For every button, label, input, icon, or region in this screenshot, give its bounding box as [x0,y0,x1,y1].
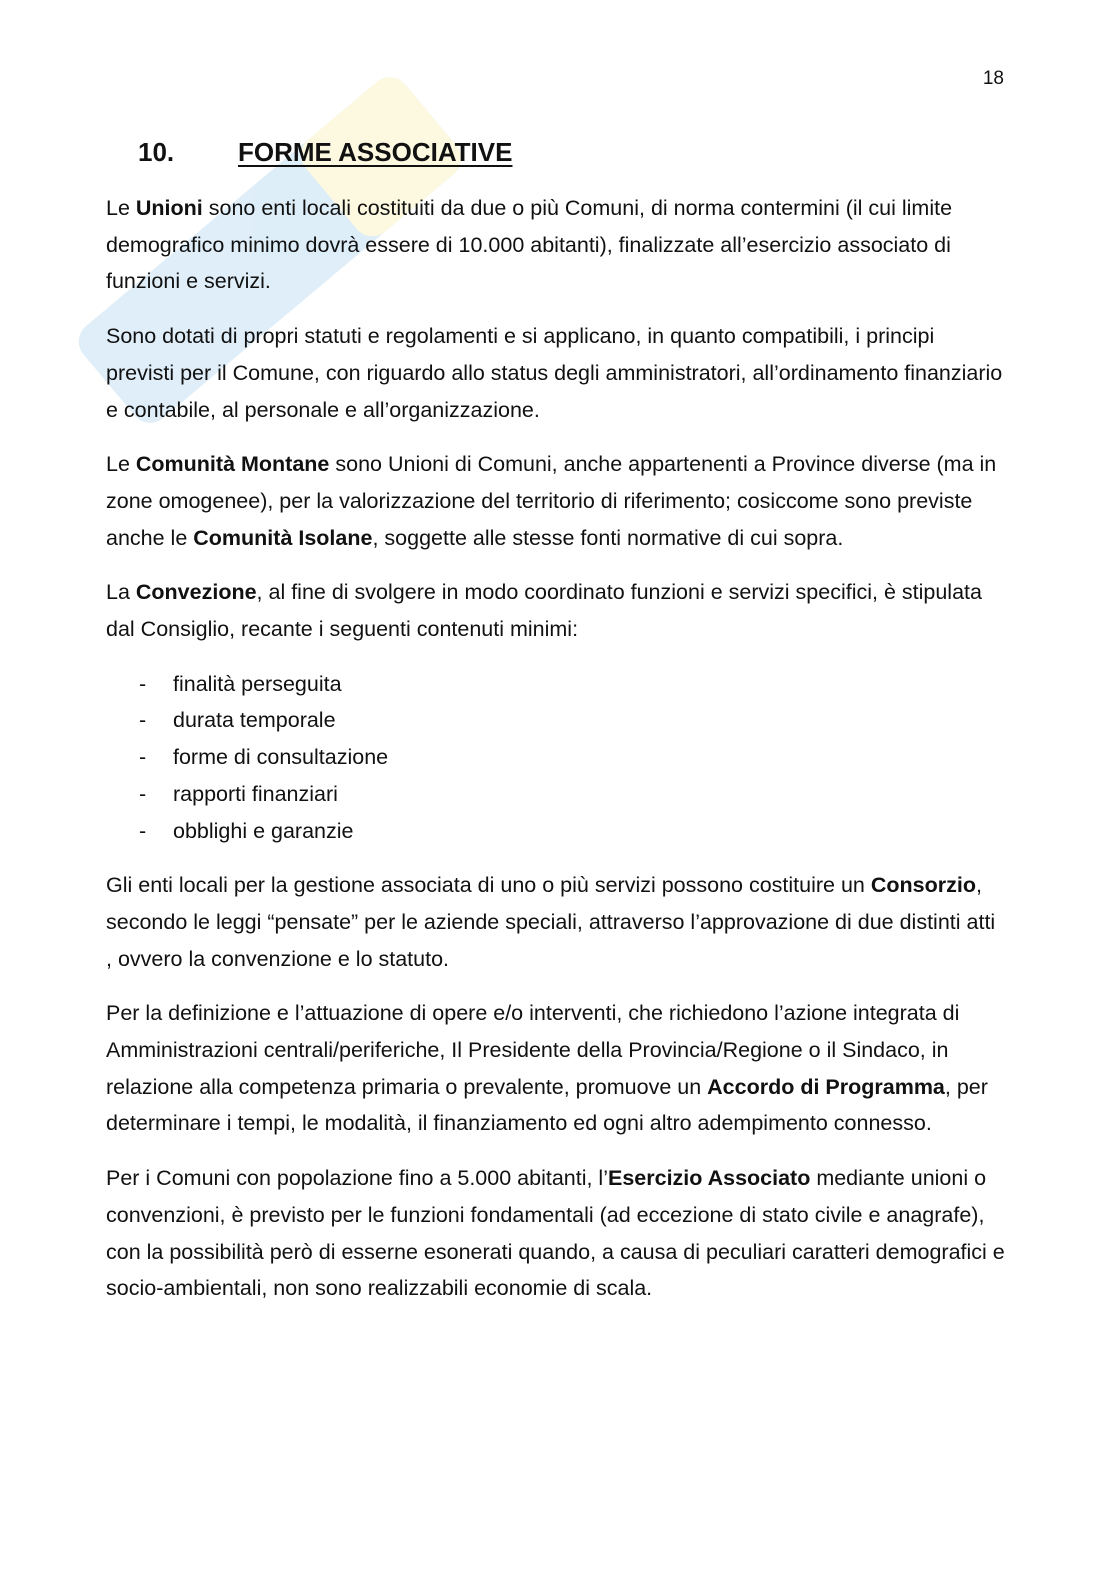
text-run: sono enti locali costituiti da due o più Comuni, di norma contermini (il cui limite demografico minimo dovrà essere di 10.000 abitanti), finalizzate all’esercizio associato di funzioni e servizi. [106,196,953,294]
dash-marker: - [139,671,147,696]
list-item-text: durata temporale [173,708,336,733]
paragraph-convezione [106,574,1006,647]
dash-marker: - [139,708,147,733]
list-item-text: finalità perseguita [173,671,342,696]
section-heading [138,135,512,169]
text-run: Le [106,196,136,220]
text-run: , al fine di svolgere in modo coordinato funzioni e servizi specifici, è stipulata dal Consiglio, recante i seguenti contenuti minimi: [106,580,982,642]
dash-marker: - [139,745,147,770]
text-run: Per i Comuni con popolazione fino a 5.000 abitanti, l’ [106,1166,608,1191]
list-item-text: rapporti finanziari [173,781,338,806]
paragraph-statuti [106,318,1006,428]
text-run: , soggette alle stesse fonti normative di cui sopra. [372,525,844,550]
body-text [106,190,1006,1325]
paragraph-accordo [106,995,1006,1142]
list-item-text: forme di consultazione [173,745,389,770]
term-convezione: Convezione [135,580,257,605]
text-run: , per determinare i tempi, le modalità, il finanziamento ed ogni altro adempimento connesso. [106,1074,988,1136]
dash-marker: - [139,818,147,843]
text-run: sono Unioni di Comuni, anche appartenenti a Province diverse (ma in zone omogenee), per la valorizzazione del territorio di riferimento; cosiccome sono previste anche le [106,452,997,550]
text-run: mediante unioni o convenzioni, è previsto per le funzioni fondamentali (ad eccezione di stato civile e anagrafe), con la possibilità però di esserne esonerati quando, a causa di peculiari caratteri demografici e socio-ambientali, non sono realizzabili economie di scala. [106,1166,1005,1301]
text-run: , secondo le leggi “pensate” per le aziende speciali, attraverso l’approvazione di due distinti atti , ovvero la convenzione e lo statuto. [106,873,996,971]
text-run: Le [106,452,136,477]
paragraph-consorzio [106,867,1006,977]
paragraph-esercizio-associato [106,1160,1006,1307]
paragraph-unioni [106,190,1006,300]
dash-marker: - [139,781,147,806]
list-item [106,813,1006,850]
list-item [106,739,1006,776]
list-item [106,666,1006,703]
text-run: La [106,580,136,605]
section-number: 10. [138,137,175,167]
page-number: 18 [982,68,1004,89]
term-comunita-montane: Comunità Montane [135,452,330,477]
list-item [106,776,1006,813]
term-unioni: Unioni [135,196,203,220]
paragraph-comunita-montane [106,446,1006,556]
text-run: Per la definizione e l’attuazione di opere e/o interventi, che richiedono l’azione integrata di Amministrazioni centrali/periferiche, Il Presidente della Provincia/Regione o il Sindaco, in relazione alla competenza primaria o prevalente, promuove un [106,1001,960,1099]
section-title: FORME ASSOCIATIVE [238,137,513,167]
term-esercizio-associato: Esercizio Associato [608,1166,811,1191]
list-item [106,702,1006,739]
term-accordo-di-programma: Accordo di Programma [707,1074,945,1099]
list-item-text: obblighi e garanzie [173,818,354,843]
term-comunita-isolane: Comunità Isolane [193,525,373,550]
term-consorzio: Consorzio [870,873,976,898]
contents-list [106,666,1006,850]
text-run: Gli enti locali per la gestione associata di uno o più servizi possono costituire un [106,873,871,898]
text-run: Sono dotati di propri statuti e regolamenti e si applicano, in quanto compatibili, i principi previsti per il Comune, con riguardo allo status degli amministratori, all’ordinamento finanziario e contabile, al personale e all’organizzazione. [106,324,1003,422]
